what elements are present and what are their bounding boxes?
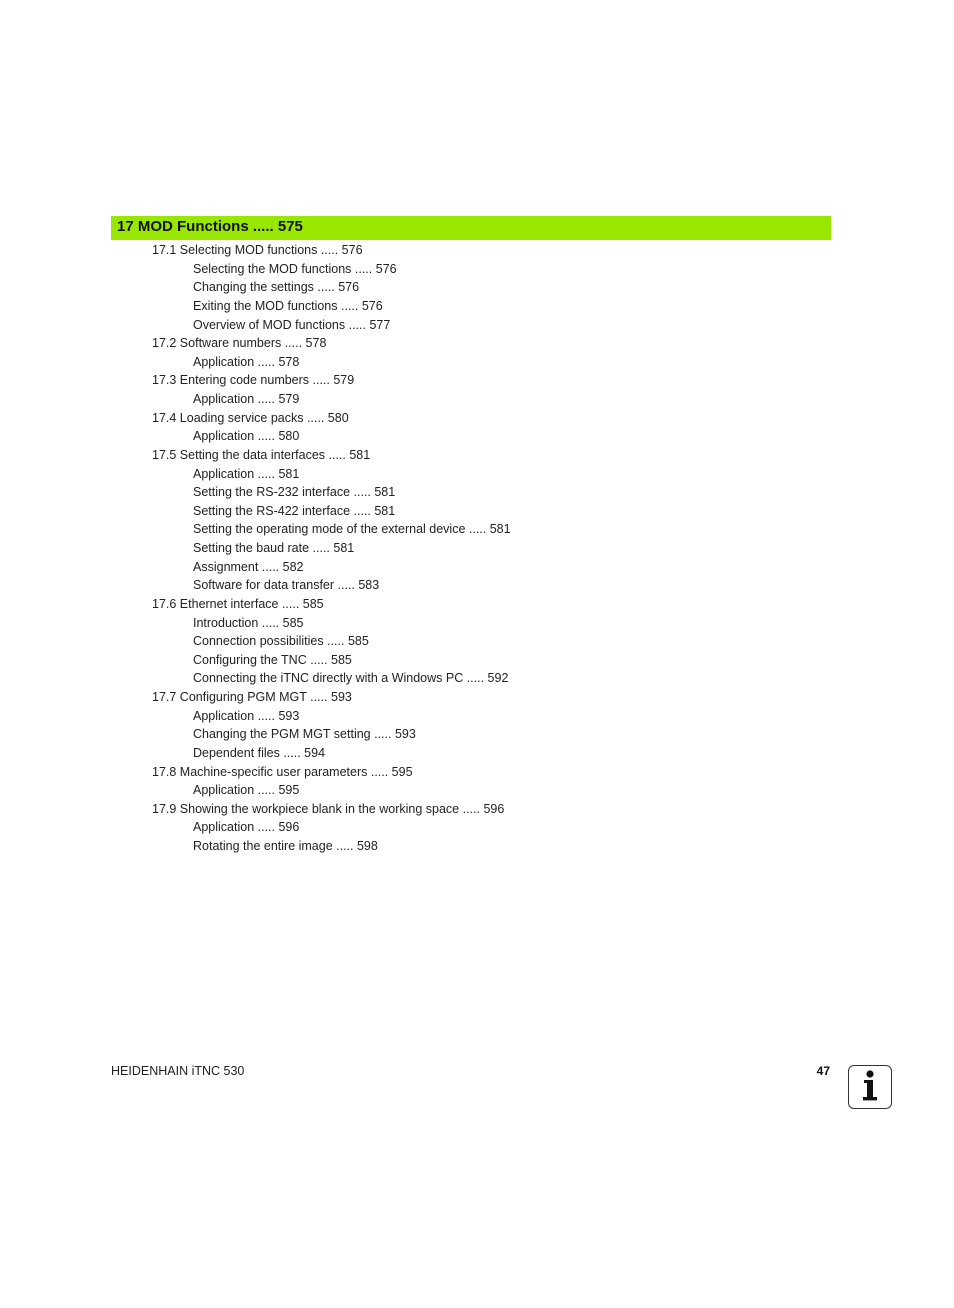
toc-section-entry[interactable]: 17.5 Setting the data interfaces ..... 581 [152,447,371,462]
toc-subsection-entry[interactable]: Introduction ..... 585 [193,615,304,630]
toc-subsection-entry[interactable]: Selecting the MOD functions ..... 576 [193,261,397,276]
toc-subsection-entry[interactable]: Application ..... 579 [193,392,300,406]
footer-brand: HEIDENHAIN iTNC 530 [111,1064,245,1078]
toc-subsection-entry[interactable]: Rotating the entire image ..... 598 [193,839,378,853]
toc-subsection-entry[interactable]: Configuring the TNC ..... 585 [193,652,352,667]
chapter-header-bar [111,216,831,240]
toc-subsection-entry[interactable]: Setting the RS-422 interface ..... 581 [193,503,396,518]
toc-subsection-entry[interactable]: Application ..... 593 [193,708,300,723]
page-number: 47 [816,1064,830,1078]
toc-section-entry[interactable]: 17.4 Loading service packs ..... 580 [152,410,349,425]
chapter-title: 17 MOD Functions ..... 575 [117,218,303,235]
toc-subsection-entry[interactable]: Changing the settings ..... 576 [193,280,360,295]
toc-section-entry[interactable]: 17.6 Ethernet interface ..... 585 [152,596,324,611]
toc-subsection-entry[interactable]: Changing the PGM MGT setting ..... 593 [193,727,416,742]
info-icon [848,1065,892,1109]
toc-subsection-entry[interactable]: Application ..... 595 [193,783,300,798]
toc-section-entry[interactable]: 17.7 Configuring PGM MGT ..... 593 [152,690,352,704]
toc-section-entry[interactable]: 17.3 Entering code numbers ..... 579 [152,373,355,388]
toc-subsection-entry[interactable]: Setting the RS-232 interface ..... 581 [193,485,396,500]
toc-subsection-entry[interactable]: Overview of MOD functions ..... 577 [193,317,391,332]
toc-subsection-entry[interactable]: Software for data transfer ..... 583 [193,578,380,593]
toc-subsection-entry[interactable]: Assignment ..... 582 [193,559,304,574]
table-of-contents [0,241,954,856]
toc-subsection-entry[interactable]: Application ..... 578 [193,354,300,369]
toc-subsection-entry[interactable]: Application ..... 580 [193,429,300,444]
toc-section-entry[interactable]: 17.2 Software numbers ..... 578 [152,336,327,351]
toc-subsection-entry[interactable]: Exiting the MOD functions ..... 576 [193,298,383,313]
toc-subsection-entry[interactable]: Connecting the iTNC directly with a Windows PC ..... 592 [193,671,509,686]
toc-subsection-entry[interactable]: Dependent files ..... 594 [193,745,326,760]
toc-subsection-entry[interactable]: Setting the operating mode of the external device ..... 581 [193,522,511,537]
toc-subsection-entry[interactable]: Application ..... 596 [193,820,300,835]
toc-section-entry[interactable]: 17.9 Showing the workpiece blank in the working space ..... 596 [152,801,505,816]
info-icon-glyph [849,1066,890,1107]
toc-subsection-entry[interactable]: Application ..... 581 [193,466,300,481]
toc-section-entry[interactable]: 17.8 Machine-specific user parameters ..... 595 [152,764,413,779]
toc-section-entry[interactable]: 17.1 Selecting MOD functions ..... 576 [152,243,363,257]
toc-subsection-entry[interactable]: Setting the baud rate ..... 581 [193,541,355,555]
toc-subsection-entry[interactable]: Connection possibilities ..... 585 [193,634,369,649]
